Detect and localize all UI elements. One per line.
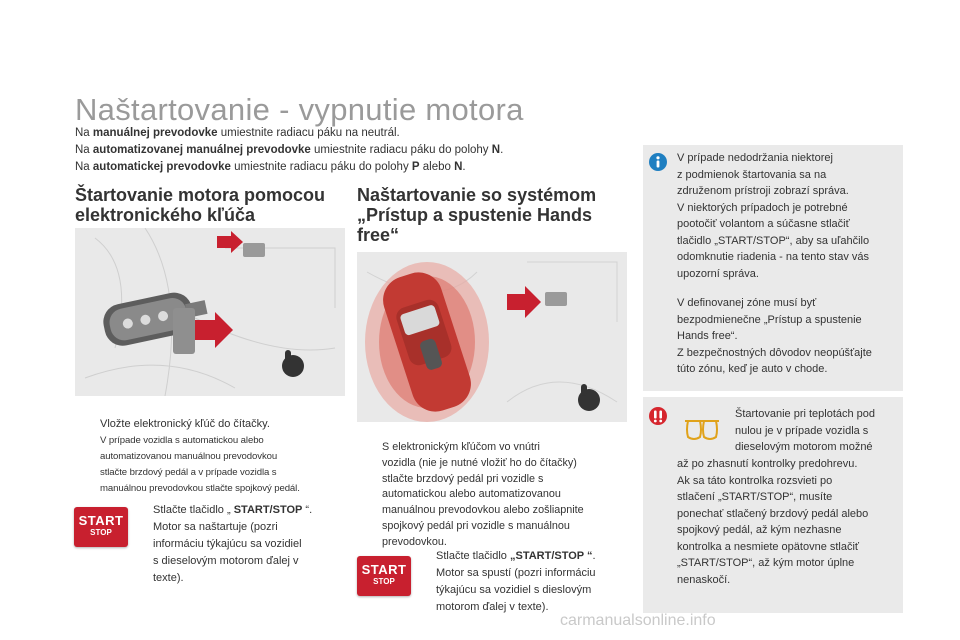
warning-line: dieselovým motorom možné <box>735 441 873 453</box>
step-line: informáciu týkajúcu sa vozidiel <box>153 538 302 550</box>
step-text-block <box>153 502 312 587</box>
warning-line: nulou je v prípade vozidla s <box>735 424 869 437</box>
bullet-text: spojkový pedál pri vozidle s manuálnou <box>382 519 570 532</box>
step-bold: „START/STOP “ <box>509 550 593 562</box>
intro-text: . <box>500 144 504 156</box>
step-text: . <box>592 550 596 562</box>
step-text: Stlačte tlačidlo „ <box>153 504 234 516</box>
intro-text: umiestnite radiacu páku do polohy <box>230 161 412 173</box>
bullet-icon <box>133 502 145 587</box>
info-line: túto zónu, keď je auto v chode. <box>677 363 828 375</box>
step-row <box>416 548 631 616</box>
middle-bullets <box>362 440 632 551</box>
info-box <box>643 145 903 391</box>
intro-text: Na <box>75 161 93 173</box>
watermark: carmanualsonline.info <box>560 612 716 629</box>
step-line: Motor sa spustí (pozri informáciu <box>436 567 596 579</box>
stop-label: STOP <box>373 577 395 586</box>
heading-line: Štartovanie motora pomocou <box>75 185 326 205</box>
glow-plug-icon <box>685 419 719 441</box>
heading-line: free“ <box>357 225 400 245</box>
info-line: bezpodmienečne „Prístup a spustenie <box>677 313 862 326</box>
heading-electronic-key <box>75 185 355 225</box>
start-label: START <box>78 513 124 528</box>
bullet-icon <box>80 433 92 497</box>
info-line: upozorní správa. <box>677 267 759 280</box>
bullet-text-block <box>382 440 584 551</box>
bullet-icon <box>362 440 374 551</box>
intro-line-manual <box>75 127 400 139</box>
step-line: texte). <box>153 572 184 584</box>
bullet-text: S elektronickým kľúčom vo vnútri <box>382 441 540 453</box>
bullet-text: stlačte brzdový pedál a v prípade vozidla s <box>100 467 277 478</box>
left-step <box>133 502 348 587</box>
step-text: Stlačte tlačidlo <box>436 550 510 562</box>
intro-text: umiestnite radiacu páku do polohy <box>310 144 492 156</box>
warning-line: spojkový pedál, až kým nezhasne <box>677 524 842 536</box>
info-line: pootočiť volantom a súčasne stlačiť <box>677 218 850 230</box>
intro-line-automatic <box>75 161 466 173</box>
intro-text: umiestnite radiacu páku na neutrál. <box>217 127 400 139</box>
bullet-text-block <box>100 433 300 497</box>
bullet-row <box>362 440 632 551</box>
bullet-text: V prípade vozidla s automatickou alebo <box>100 435 264 446</box>
intro-bold: N <box>454 161 463 173</box>
info-text-1 <box>677 150 901 282</box>
left-bullets <box>80 416 350 497</box>
warning-line: Ak sa táto kontrolka rozsvieti po <box>677 474 833 487</box>
middle-step <box>416 548 631 616</box>
bullet-icon <box>416 548 428 616</box>
warning-line: Štartovanie pri teplotách pod <box>735 408 876 420</box>
warning-line: až po zhasnutí kontrolky predohrevu. <box>677 458 858 470</box>
step-line: s dieselovým motorom ďalej v <box>153 555 299 567</box>
intro-text: . <box>462 161 466 173</box>
step-row <box>133 502 348 587</box>
heading-hands-free <box>357 185 637 245</box>
warning-icon <box>649 407 667 425</box>
bullet-text: manuálnou prevodovkou alebo zošliapnite <box>382 504 584 517</box>
heading-line: „Prístup a spustenie Hands <box>357 205 593 225</box>
intro-bold: automatickej prevodovke <box>92 161 231 173</box>
bullet-text: manuálnou prevodovkou stlačte spojkový pedál. <box>100 483 300 494</box>
step-line: Motor sa naštartuje (pozri <box>153 521 278 533</box>
warning-text <box>677 456 901 588</box>
step-text: “. <box>302 504 313 516</box>
info-line: tlačidlo „START/STOP“, aby sa uľahčilo <box>677 234 870 247</box>
step-text-block <box>436 548 596 616</box>
intro-line-automated <box>75 144 503 156</box>
warning-box <box>643 397 903 613</box>
info-line: V niektorých prípadoch je potrebné <box>677 201 848 214</box>
step-line: motorom ďalej v texte). <box>436 601 549 613</box>
intro-bold: N <box>491 144 501 156</box>
info-line: z podmienok štartovania sa na <box>677 168 827 181</box>
bullet-text: prevodovkou. <box>382 535 447 548</box>
info-icon <box>649 153 667 171</box>
bullet-row <box>80 416 350 433</box>
warning-line: „START/STOP“, až kým motor úplne <box>677 557 855 569</box>
intro-bold: automatizovanej manuálnej prevodovke <box>92 144 311 156</box>
info-line: združenom prístroji zobrazí správa. <box>677 185 849 197</box>
step-bold: START/STOP <box>233 504 303 516</box>
start-label: START <box>361 562 407 577</box>
info-line: Z bezpečnostných dôvodov neopúšťajte <box>677 346 872 359</box>
bullet-text: Vložte elektronický kľúč do čítačky. <box>100 418 270 430</box>
warning-text-top <box>735 406 901 456</box>
warning-line: ponechať stlačený brzdový pedál alebo <box>677 507 869 520</box>
warning-line: kontrolka a nesmiete opätovne stlačiť <box>677 540 860 553</box>
page-title: Naštartovanie - vypnutie motora <box>75 92 524 127</box>
info-text-2 <box>677 295 901 378</box>
illustration-hands-free-car <box>357 252 627 422</box>
intro-bold: manuálnej prevodovke <box>92 127 218 139</box>
intro-text: Na <box>75 144 93 156</box>
bullet-text: vozidla (nie je nutné vložiť ho do čítačky) <box>382 456 577 469</box>
bullet-icon <box>80 416 92 433</box>
step-line: týkajúcu sa vozidiel s dieslovým <box>436 584 592 596</box>
illustration-key-reader <box>75 228 345 396</box>
bullet-text: automatizovanou manuálnou prevodovkou <box>100 451 278 462</box>
bullet-row <box>80 433 350 497</box>
heading-line: elektronického kľúča <box>75 205 256 225</box>
stop-label: STOP <box>90 528 112 537</box>
start-stop-button-illustration <box>357 556 411 596</box>
info-line: V definovanej zóne musí byť <box>677 297 817 309</box>
warning-line: stlačení „START/STOP“, musíte <box>677 491 833 503</box>
bullet-text: automatickou alebo automatizovanou <box>382 488 561 501</box>
start-stop-button-illustration <box>74 507 128 547</box>
info-line: V prípade nedodržania niektorej <box>677 152 833 164</box>
car-top-view-drawing <box>357 252 627 422</box>
warning-line: nenaskočí. <box>677 573 731 586</box>
bullet-text: stlačte brzdový pedál pri vozidle s <box>382 472 544 485</box>
info-line: odomknutie riadenia - na tento stav vás <box>677 251 870 263</box>
intro-bold: P <box>411 161 420 173</box>
intro-text: alebo <box>419 161 455 173</box>
intro-text: Na <box>75 127 93 139</box>
key-reader-drawing <box>75 228 345 396</box>
heading-line: Naštartovanie so systémom <box>357 185 597 205</box>
info-line: Hands free“. <box>677 330 738 342</box>
